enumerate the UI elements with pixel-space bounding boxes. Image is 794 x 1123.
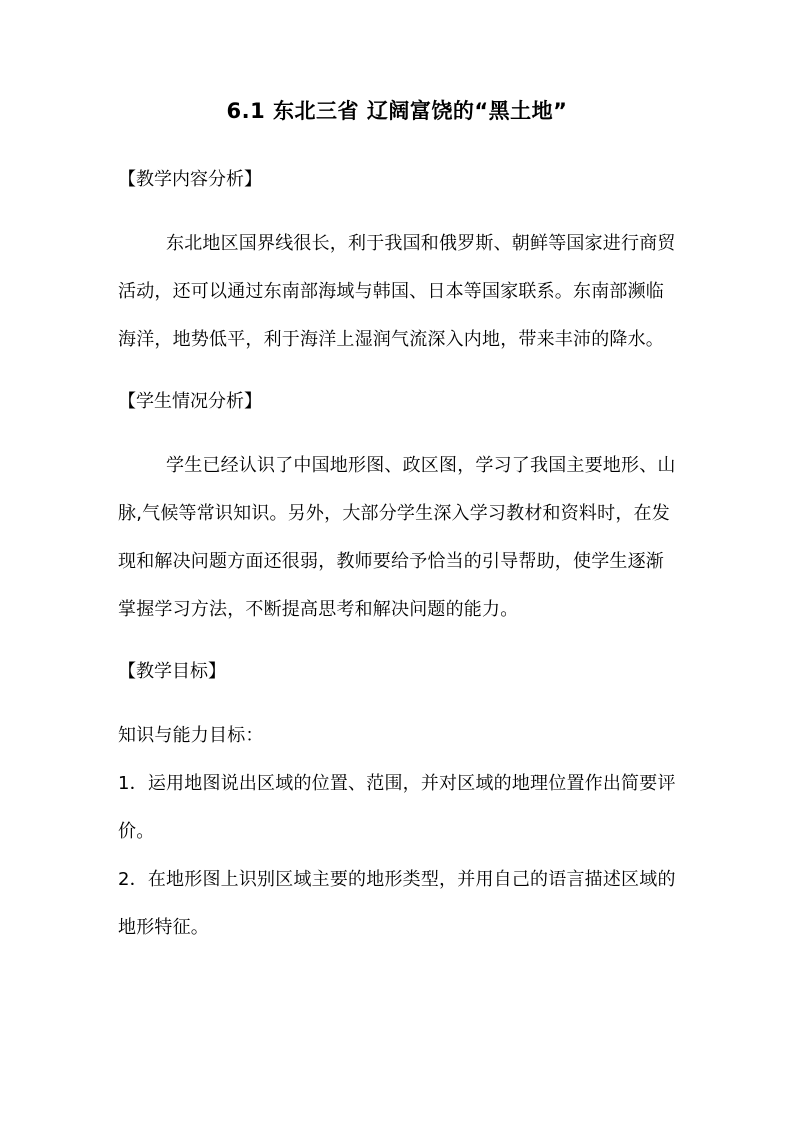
goal-item: 1．运用地图说出区域的位置、范围，并对区域的地理位置作出简要评价。 [118, 773, 676, 842]
goals-subheading: 知识与能力目标： [118, 725, 264, 746]
page-title: 6.1 东北三省 辽阔富饶的“黑土地” [226, 99, 568, 123]
section-heading-student-analysis: 【学生情况分析】 [118, 391, 262, 412]
section-heading-goals: 【教学目标】 [118, 661, 226, 682]
section-heading-content-analysis: 【教学内容分析】 [118, 169, 262, 190]
student-analysis-paragraph: 学生已经认识了中国地形图、政区图，学习了我国主要地形、山脉,气候等常识知识。另外，大部分学生深入学习教材和资料时，在发现和解决问题方面还很弱，教师要给予恰当的引导帮助，使学生逐渐掌握学习方法，不断提高思考和解决问题的能力。 [118, 455, 676, 620]
content-analysis-paragraph: 东北地区国界线很长，利于我国和俄罗斯、朝鲜等国家进行商贸活动，还可以通过东南部海域与韩国、日本等国家联系。东南部濒临海洋，地势低平，利于海洋上湿润气流深入内地，带来丰沛的降水。 [118, 233, 676, 350]
goal-item: 2．在地形图上识别区域主要的地形类型，并用自己的语言描述区域的地形特征。 [118, 869, 676, 938]
